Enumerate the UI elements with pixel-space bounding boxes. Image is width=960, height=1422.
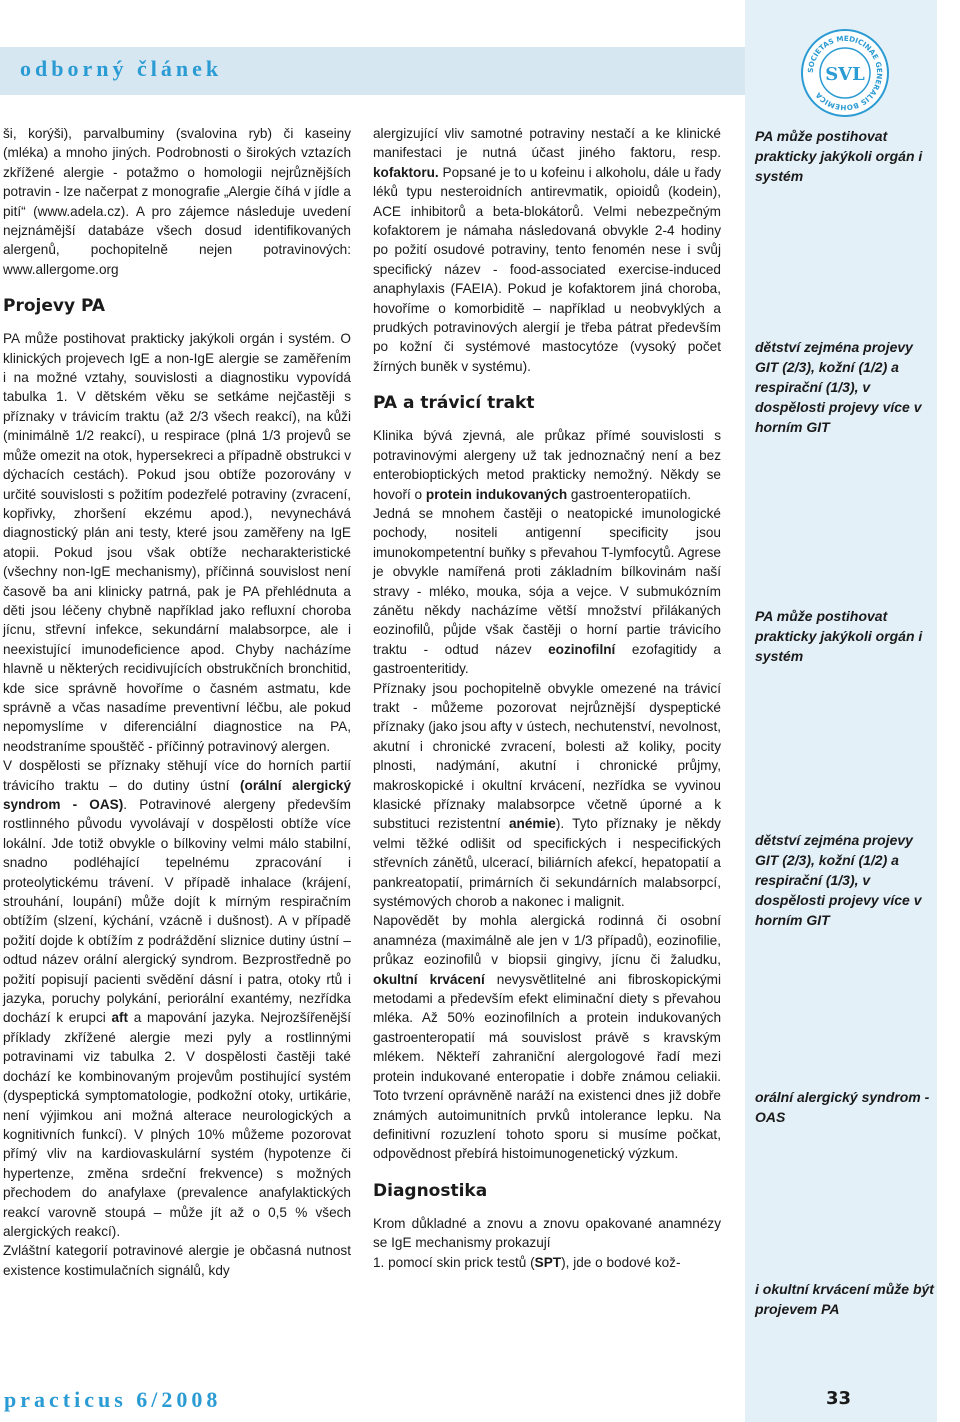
- text-span: 1. pomocí skin prick testů (: [373, 1254, 535, 1270]
- society-logo: [800, 28, 890, 118]
- bold-aft: aft: [111, 1010, 129, 1026]
- mid-paragraph-4: [373, 679, 721, 912]
- left-paragraph-2: PA může postihovat prakticky jakýkoli orgán i systém. O klinických projevech IgE a non-IgE alergie se zaměřením i na možné vztahy, souvislosti a diagnostiku vypovídá tabulka 1. V dětském věku se setkáme nejčastěji s příznaky v trávicím traktu (až 2/3 všech reakcí), na kůži (minimálně 1/2 reakcí), u respirace (plná 1/3 projevů se může omezit na otok, hypersekreci a případně obstrukci v dýchacích cestách). Pokud jsou obtíže pozorovány v určité souvislosti s požitím podezřelé potraviny (zvracení, kopřivky, zhoršení ekzému apod.), nevynechává diagnostický plán ani testy, které jsou zaměřeny na IgE atopii. Pokud jsou však obtíže necharakteristické (všechny non-IgE mechanismy), příčinná souvislost není časově ba ani klinicky patrná, pak je PA přehlédnuta a děti jsou léčeny chybně například jako refluxní choroba jícnu, střevní infekce, sekundární malabsorpce, ale i neexistující imunodeficience apod. Chyby nacházíme hlavně u některých recidivujících obstrukčních bronchitid, kde sice správně hovoříme o časném astmatu, kde správně a včas nasadíme preventivní léčbu, ale pokud nepomyslíme v diferenciální diagnostice na PA, neodstraníme spouštěč - příčinný potravinový alergen.: [3, 331, 351, 754]
- bold-kofaktor: kofaktoru.: [373, 164, 439, 180]
- section-label: odborný článek: [20, 56, 223, 81]
- text-span: a mapování jazyka. Nejrozšířenější příklady zkřížené alergie mezi pyly a rostlinnými potravinami viz tabulka 2. V dospělosti častěji také dochází ke kombinovaným projevům postihující systém (dyspeptická symptomatologie, podkožní otoky, urtikárie, není výjimkou ani možná alterace neurologických a kognitivních funkcí). V plných 10% můžeme pozorovat přímý vliv na kardiovaskulární systém (hypotenze či hypertenze, změna srdeční frekvence) s možných přechodem do anafylaxe (prevalence anafylaktických reakcí varovně stoupá – může jít až o 0,5 % všech alergických reakcí).: [3, 1010, 351, 1239]
- bold-eozinofilni: eozinofilní: [548, 641, 616, 657]
- sidebar-note-5: orální alergický syndrom - OAS: [755, 1089, 930, 1125]
- mid-paragraph-3: [373, 504, 721, 679]
- text-span: V dospělosti se příznaky stěhují více do horních partií trávicího traktu – do dutiny ústní: [3, 758, 351, 793]
- heading-projevy: Projevy PA: [3, 296, 106, 317]
- text-span: gastroenteropatiích.: [567, 486, 692, 502]
- text-span: Napovědět by mohla alergická rodinná či osobní anamnéza (maximálně ale jen v 1/3 případů), eozinofilie, průkaz eozinofilů v biopsii gingivy, jícnu či žaludku,: [373, 913, 721, 968]
- sidebar-note-2: dětství zejména projevy GIT (2/3), kožní (1/2) a respirační (1/3), v dospělosti projevy více v horním GIT: [755, 339, 922, 435]
- mid-paragraph-7: [373, 1253, 721, 1272]
- mid-paragraph-6: Krom důkladné a znovu a znovu opakované anamnézy se IgE mechanismy prokazují: [373, 1215, 721, 1251]
- text-span: alergizující vliv samotné potraviny nestačí a ke klinické manifestaci je nutná účast jiného faktoru, resp.: [373, 126, 721, 161]
- left-paragraph-1: ši, korýši), parvalbuminy (svalovina ryb) či kaseiny (mléka) a mnoho jiných. Podrobnosti o širokých vztazích zkřížené alergie - potažmo o homologii nejrůznějších potravin - lze načerpat z monografie „Alergie číhá v jídle a pití“ (www.adela.cz). A pro zájemce následuje uvedení nejznámější databáze všech dosud identifikovaných alergenů, pochopitelně nejen potravinových: www.allergome.org: [3, 126, 351, 277]
- bold-spt: SPT: [534, 1254, 562, 1270]
- bold-okultni: okultní krvácení: [373, 971, 485, 987]
- mid-paragraph-5: [373, 911, 721, 1163]
- left-paragraph-4: Zvláštní kategorií potravinové alergie je občasná nutnost existence kostimulačních signálů, kdy: [3, 1243, 351, 1278]
- page-number: 33: [826, 1388, 852, 1409]
- bold-anemie: anémie: [508, 816, 556, 832]
- bold-oas: (orální alergický syndrom - OAS): [3, 777, 351, 812]
- sidebar-panel: [745, 0, 937, 1422]
- text-span: . Potravinové alergeny především rostlinného původu vyvolávají v dospělosti obtíže více lokální. Jde totiž obvykle o bílkoviny velmi málo stabilní, snadno podléhající tepelnému zpracování i proteolytickému trávení. V případě inhalace (krájení, strouhání, loupání) může dojít k mírným respiračním obtížím (slzení, kýchání, vzácně i dušnost). A v případě požití dojde k obtížím z podráždění sliznice dutiny ústní – odtud název orální alergický syndrom. Bezprostředně po požití popisují pacienti svědění dásní i patra, otoky rtů i jazyka, poruchy polykání, periorální exantémy, nezřídka dochází k erupci: [3, 797, 351, 1026]
- sidebar-note-3: PA může postihovat prakticky jakýkoli orgán i systém: [755, 608, 923, 664]
- mid-paragraph-2: [373, 426, 721, 504]
- sidebar-note-6: i okultní krvácení může být projevem PA: [755, 1281, 934, 1317]
- text-span: nevysvětlitelné ani fibroskopickými metodami a především efekt eliminační diety s převahou mléka. Až 50% eozinofilních a protein indukovaných gastroenteropatií má souvislost právě s kravským mlékem. Někteří zahraniční alergologové řadí mezi protein indukované enteropatie i dobře známou celiakii. Toto tvrzení oprávněně naráží na existenci dnes již dobře známých autoimunitních prvků intolerance lepku. Na definitivní rozuzlení tohoto sporu si musíme počkat, odpovědnost přebírá histoimunogenetický výzkum.: [373, 971, 722, 1162]
- left-column: [3, 124, 351, 1280]
- logo-ring-text: SOCIETAS MEDICINAE GENERALIS BOHEMICA: [805, 33, 885, 113]
- heading-diagnostika: Diagnostika: [373, 1180, 488, 1201]
- heading-travici-trakt: PA a trávicí trakt: [373, 393, 535, 414]
- left-paragraph-3: [3, 756, 351, 1241]
- bold-protein: protein indukovaných: [425, 486, 568, 502]
- journal-footer: practicus 6/2008: [4, 1387, 222, 1412]
- text-span: Jedná se mnohem častěji o neatopické imunologické pochody, nositeli antigenní specificity jsou imunokompetentní buňky s převahou T-lymfocytů. Agrese je obvykle namířená proti základním bílkovinám naší stravy - mléko, mouka, sója a vejce. V submukózním zánětu někdy nacházíme větší množství přilákaných eozinofilů, půjde však častěji o horní partie trávicího traktu - odtud název: [373, 505, 721, 657]
- text-span: ezofagitidy a gastroenteritidy.: [373, 641, 721, 677]
- text-span: Příznaky jsou pochopitelně obvykle omezené na trávicí trakt - můžeme pozorovat nejrůznější dyspeptické příznaky (jako jsou afty v ústech, nechutenství, nevolnost, akutní i chronické zvracení, bolesti až koliky, pocity plnosti, nadýmání, akutní i chronické průjmy, makroskopické i okultní krvácení, nezřídka se vyvinou klasické příznaky malabsorpce včetně úporné a k substituci rezistentní: [373, 680, 721, 832]
- logo-initials: SVL: [825, 64, 865, 85]
- mid-paragraph-1: [373, 124, 721, 376]
- text-span: ). Tyto příznaky je někdy velmi těžké odlišit od specifických i nespecifických střevních zánětů, ulcerací, biliárních afekcí, hepatopatií a pankreatopatií, primárních či sekundárních malabsorpcí, systémových chorob a nakonec i malignit.: [373, 816, 721, 910]
- text-span: ), jde o bodové kož-: [561, 1254, 681, 1270]
- text-span: Klinika bývá zjevná, ale průkaz přímé souvislosti s potravinovými alergeny už tak jednoznačný není a bez enterobioptických metod prakticky nemožný. Někdy se hovoří o: [373, 428, 721, 502]
- sidebar-note-4: dětství zejména projevy GIT (2/3), kožní (1/2) a respirační (1/3), v dospělosti projevy více v horním GIT: [755, 832, 922, 928]
- middle-column: [373, 124, 721, 1272]
- text-span: Popsané je to u kofeinu i alkoholu, dále u řady léků typu nesteroidních antirevmatik, opioidů (kodein), ACE inhibitorů a beta-blokátorů. Velmi nebezpečným kofaktorem je námaha následovaná obvykle 2-4 hodiny po požití osudové potraviny, tento fenomén nese i svůj specifický název - food-associated exercise-induced anaphylaxis (FAEIA). Pokud je kofaktorem jiná choroba, hovoříme o komorbiditě – například u neobvyklých a prudkých potravinových alergií je třeba pátrat především po kožní či systémové mastocytóze (vysoký počet žírných buněk v systému).: [373, 164, 721, 374]
- sidebar-note-1: PA může postihovat prakticky jakýkoli orgán i systém: [755, 128, 923, 184]
